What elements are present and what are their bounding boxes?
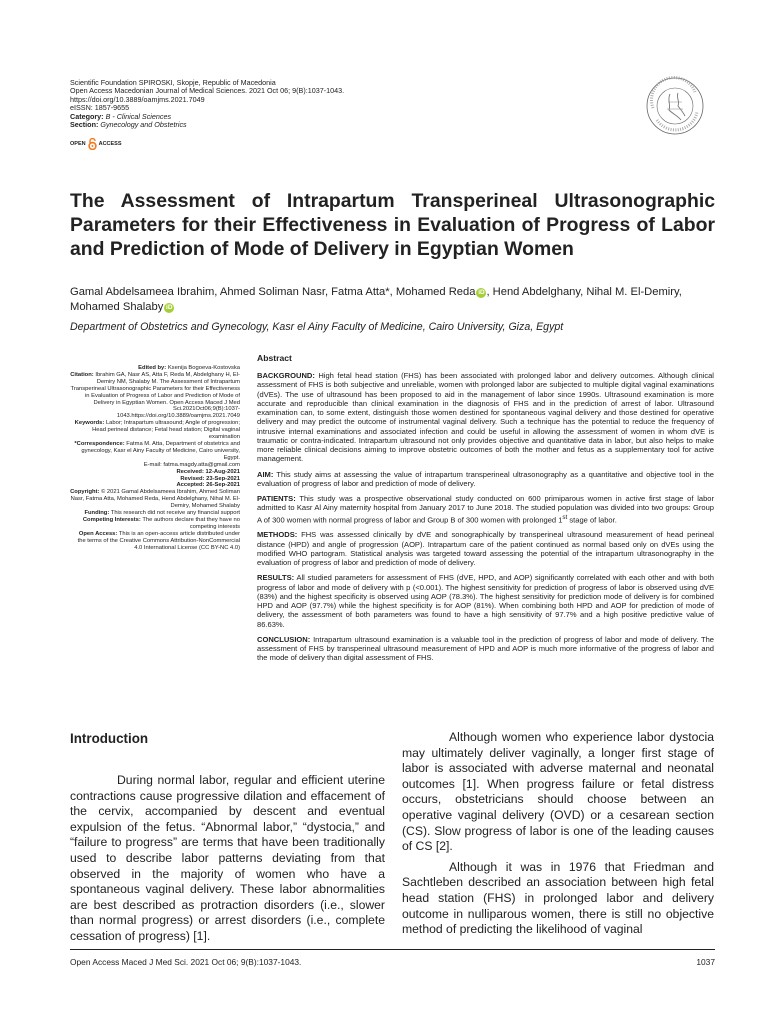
correspondence: *Correspondence: Fatma M. Atta, Department of obstetrics and gynecology, Kasr el Ainy Faculty of Medicine, Cairo university, Egypt.: [74, 440, 240, 461]
paragraph: Although it was in 1976 that Friedman and Sachtleben described an association between high fetal head station (FHS) in prolonged labor and delivery outcome in nulliparous women, there is still no objective method of predicting the likelihood of vaginal: [402, 859, 714, 937]
foundation-seal-logo: [645, 76, 705, 136]
abstract-results: RESULTS: All studied parameters for assessment of FHS (dVE, HPD, and AOP) significantly correlated with each other and with both progress of labor and mode of delivery with p (<0.001). The highest sensitivity for prediction of progress of labor is observed using dVE (83%) and the highest specificity is observed using AOP (78.3%). The highest sensitivity for prediction mode of delivery is for combined HPD and AOP (97.7%) while the highest specificity is for AOP (81%). When combining both HPD and AOP for prediction of mode of delivery, the assessment of both parameters was found to have a high sensitivity of 97.7% and a high positive predictive value of 86.63%.: [257, 573, 714, 629]
abstract-methods: METHODS: FHS was assessed clinically by dVE and sonographically by transperineal ultrasound measurement of head perineal distance (HPD) and angle of progression (AOP). Intrapartum care of the patient continued as normal based only on dVEs using the modified WHO partogram. Statistical analysis was targeted toward assessing the potential of the intrapartum ultrasonography in the evaluation of progress of labor and prediction of mode of delivery.: [257, 530, 714, 568]
abstract-background: BACKGROUND: High fetal head station (FHS) has been associated with prolonged labor and delivery outcomes. Although clinical assessment of FHS is both subjective and unreliable, women with prolonged labor are subjected to multiple digital vaginal examinations (dVEs). The use of ultrasound has been proposed to aid in the management of labor since 1990s. Ultrasound examination is more accurate and reproducible than clinical examination in the diagnosis of FHS and in the prediction of arrest of labor. Ultrasound examination can, to some extent, distinguish those women destined for spontaneous vaginal delivery and those destined for operative delivery and may predict the outcome of instrumental vaginal delivery. Such a technique has the potential to reduce the frequency of intrusive internal examinations and associated infection and could be useful in allowing the assessment of women in whom dVE is traumatic or contra-indicated. Intrapartum ultrasound not only provides objective and quantitative data in labor, but also helps to make more reliable clinical decisions aiming to improve obstetric outcomes of both the mother and fetus as a supplementary tool for active management.: [257, 371, 714, 464]
open-access-badge: OPEN ACCESS: [70, 138, 122, 150]
received-date: Received: 12-Aug-2021: [176, 468, 240, 475]
footer-divider: [70, 949, 715, 950]
journal-line: Open Access Macedonian Journal of Medical Sciences. 2021 Oct 06; 9(B):1037-1043.: [70, 86, 345, 96]
copyright: Copyright: © 2021 Gamal Abdelsameea Ibrahim, Ahmed Soliman Nasr, Fatma Atta, Mohamed Reda, Hend Abdelghany, Nihal M. El-Demiry, Mohamed Shalaby: [70, 489, 240, 510]
abstract-heading: Abstract: [257, 353, 292, 363]
abstract-body: [257, 371, 714, 669]
funding: Funding: This research did not receive any financial support: [84, 510, 240, 517]
eissn-line: eISSN: 1857-9655: [70, 103, 130, 113]
introduction-heading: Introduction: [70, 731, 149, 746]
abstract-aim: AIM: This study aims at assessing the value of intrapartum transperineal ultrasonography as a quantitative and objective tool in the evaluation of progress of labor and prediction of mode of delivery.: [257, 469, 714, 488]
paragraph: During normal labor, regular and efficient uterine contractions cause progressive dilation and effacement of the cervix, accompanied by descent and eventual expulsion of the fetus. “Abnormal labor,” “dystocia,” and “failure to progress” are terms that have been traditionally used to describe labor patterns deviating from that observed in the majority of women who have a spontaneous vaginal delivery. These labor abnormalities are best described as protraction disorders (i.e., slower than normal progress) or arrest disorders (i.e., complete cessation of progress) [1].: [70, 773, 385, 943]
affiliation: Department of Obstetrics and Gynecology, Kasr el Ainy Faculty of Medicine, Cairo University, Giza, Egypt: [70, 321, 564, 333]
section-line: Section: Gynecology and Obstetrics: [70, 120, 187, 130]
abstract-patients: PATIENTS: This study was a prospective observational study conducted on 600 primiparous women in active first stage of labor admitted to Kasr Al Ainy maternity hospital from January 2017 to June 2018. The studied population was divided into two groups: Group A of 300 women with normal progress of labor and Group B of 300 women with prolonged 1st stage of labor.: [257, 494, 714, 525]
page-number: 1037: [696, 957, 715, 967]
body-column-right: [402, 730, 714, 938]
accepted-date: Accepted: 26-Sep-2021: [176, 482, 240, 489]
article-title: The Assessment of Intrapartum Transperineal Ultrasonographic Parameters for their Effectiveness in Evaluation of Progress of Labor and Prediction of Mode of Delivery in Egyptian Women: [70, 190, 715, 260]
body-column-left: [70, 773, 385, 945]
paragraph: Although women who experience labor dystocia may ultimately deliver vaginally, a longer first stage of labor is associated with adverse maternal and neonatal outcomes [1]. When progress failure or fetal distress occurs, obstetricians should choose between an operative vaginal delivery (OVD) or a cesarean section (CS). Slow progress of labor is one of the leading causes of CS [2].: [402, 730, 714, 854]
revised-date: Revised: 23-Sep-2021: [180, 475, 240, 482]
publisher-line: Scientific Foundation SPIROSKI, Skopje, Republic of Macedonia: [70, 78, 276, 87]
competing-interests: Competing Interests: The authors declare that they have no competing interests: [82, 516, 240, 530]
edited-by: Edited by: Ksenija Bogoeva-Kostovska: [138, 365, 240, 371]
orcid-icon[interactable]: iD: [166, 303, 173, 311]
doi-link[interactable]: https://doi.org/10.3889/oamjms.2021.7049: [70, 94, 205, 104]
open-access-note: Open Access: This is an open-access article distributed under the terms of the Creative Commons Attribution-NonCommercial 4.0 International License (CC BY-NC 4.0): [77, 530, 240, 551]
journal-header: [70, 79, 470, 129]
category-line: Category: B - Clinical Sciences: [70, 111, 172, 121]
orcid-icon[interactable]: iD: [478, 289, 485, 296]
footer-citation: Open Access Maced J Med Sci. 2021 Oct 06; 9(B):1037-1043.: [70, 957, 302, 967]
email-link[interactable]: E-mail: fatma.magdy.atta@gmail.com: [143, 461, 240, 468]
open-lock-icon: [88, 138, 97, 150]
citation: Citation: Ibrahim GA, Nasr AS, Atta F, Reda M, Abdelghany H, El-Demiry NM, Shalaby M. The Assessment of Intrapartum Transperineal Ultrasonographic Parameters for their Effectiveness in Evaluation of Progress of Labor and Prediction of Mode of Delivery in Egyptian Women. Open Access Maced J Med Sci.2021Oct06;9(B):1037-1043.https://doi.org/10.3889/oamjms.2021.7049: [70, 371, 240, 420]
article-info-sidebar: [70, 365, 240, 551]
abstract-conclusion: CONCLUSION: Intrapartum ultrasound examination is a valuable tool in the prediction of progress of labor and mode of delivery. The assessment of FHS by transperineal ultrasound measurement of HPD and AOP is much more informative of the progress of labor and the mode of delivery than digital assessment of FHS.: [257, 634, 714, 663]
author-list: Gamal Abdelsameea Ibrahim, Ahmed Soliman Nasr, Fatma Atta*, Mohamed Reda iD , Hend Abdelghany, Nihal M. El-Demiry, Mohamed Shalaby iD: [70, 286, 682, 313]
keywords: Keywords: Labor; Intrapartum ultrasound; Angle of progression; Head perineal distance; Fetal head station; Digital vaginal examination: [74, 420, 240, 441]
